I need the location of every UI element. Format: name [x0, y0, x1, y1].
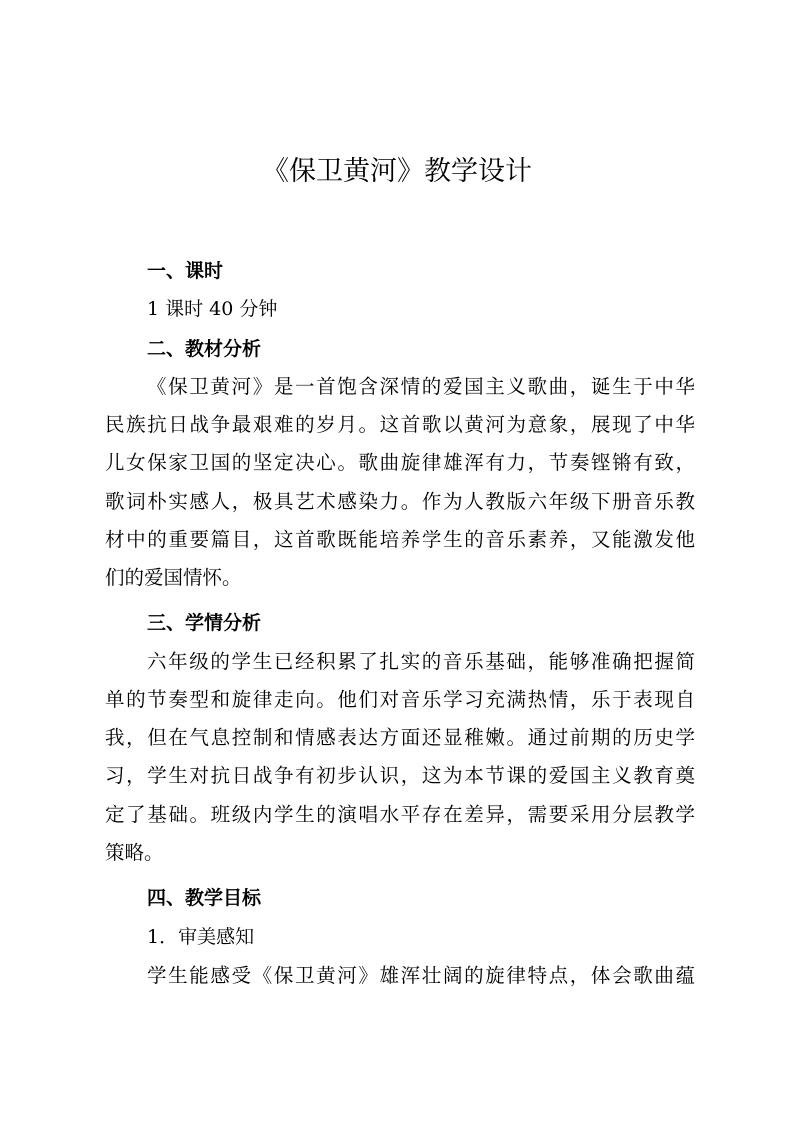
paragraph-line: 单的节奏型和旋律走向。他们对音乐学习充满热情，乐于表现自 [105, 688, 695, 711]
paragraph-line: 定了基础。班级内学生的演唱水平存在差异，需要采用分层教学 [105, 803, 695, 826]
paragraph-line: 策略。 [105, 841, 164, 864]
paragraph-line: 民族抗日战争最艰难的岁月。这首歌以黄河为意象，展现了中华 [105, 413, 695, 436]
section-heading-period: 一、课时 [147, 260, 224, 282]
section-heading-teaching-objectives: 四、教学目标 [147, 887, 262, 909]
subheading-aesthetic-perception: 1．审美感知 [147, 926, 255, 948]
section-heading-material-analysis: 二、教材分析 [147, 338, 262, 360]
paragraph-line: 六年级的学生已经积累了扎实的音乐基础，能够准确把握简 [147, 650, 695, 673]
paragraph-line: 学生能感受《保卫黄河》雄浑壮阔的旋律特点，体会歌曲蕴 [147, 964, 695, 987]
paragraph-line: 习，学生对抗日战争有初步认识，这为本节课的爱国主义教育奠 [105, 764, 695, 787]
paragraph-line: 我，但在气息控制和情感表达方面还显稚嫩。通过前期的历史学 [105, 726, 695, 749]
paragraph-line: 们的爱国情怀。 [105, 566, 242, 589]
paragraph-line: 材中的重要篇目，这首歌既能培养学生的音乐素养，又能激发他 [105, 528, 695, 551]
section-heading-student-analysis: 三、学情分析 [147, 612, 262, 634]
document-title: 《保卫黄河》教学设计 [262, 156, 532, 187]
paragraph-line: 儿女保家卫国的坚定决心。歌曲旋律雄浑有力，节奏铿锵有致， [105, 451, 695, 474]
period-text: 1 课时 40 分钟 [147, 298, 278, 320]
paragraph-line: 《保卫黄河》是一首饱含深情的爱国主义歌曲，诞生于中华 [147, 375, 695, 398]
paragraph-line: 歌词朴实感人，极具艺术感染力。作为人教版六年级下册音乐教 [105, 490, 695, 513]
